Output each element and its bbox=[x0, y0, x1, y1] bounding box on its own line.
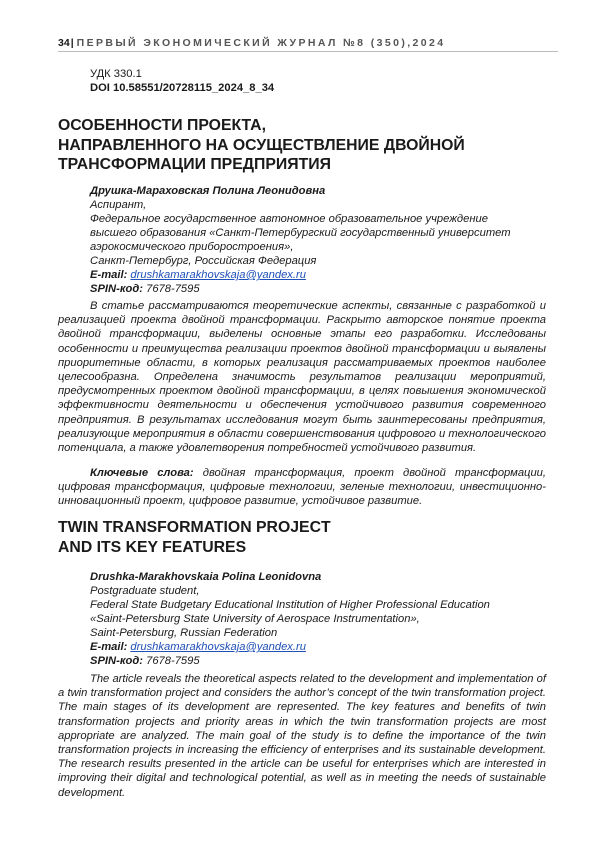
article-title-ru bbox=[58, 116, 558, 175]
author-position: Postgraduate student, bbox=[90, 585, 200, 597]
title-line: ОСОБЕННОСТИ ПРОЕКТА, bbox=[58, 117, 266, 134]
email-label: E-mail: bbox=[90, 641, 128, 653]
spin-label: SPIN-код: bbox=[90, 283, 143, 295]
title-line: TWIN TRANSFORMATION PROJECT bbox=[58, 519, 331, 536]
author-name: Друшка-Мараховская Полина Леонидовна bbox=[90, 185, 326, 197]
abstract-ru: В статье рассматриваются теоретические аспекты, связанные с разработкой и реализацией проекта двойной трансформации. Раскрыто авторское понятие проекта двойной трансформации, выделены основные этапы его разработки. Исследованы особенности и преимущества реализации проектов двойной трансформации и выявлены приоритетные области, в которых реализация рассматриваемых проектов наиболее целесообразна. Определена значимость результатов реализации мероприятий, предусмотренных проектом двойной трансформации, в целях повышения экономической эффективности деятельности и обеспечения устойчивого развития современного предприятия. В результатах исследования могут быть заинтересованы предприятия, реализующие мероприятия в области совершенствования цифрового и технологического потенциала, а также удовлетворения потребностей устойчивого развития. bbox=[58, 300, 546, 455]
abstract-en: The article reveals the theoretical aspects related to the development and implementation of a twin transformation project and considers the author’s concept of the twin transformation project. The main stages of its development are represented. The key features and benefits of twin transformation projects and priority areas in which the twin transformation projects are most appropriate are analyzed. The main goal of the study is to define the importance of the twin transformation projects in increasing the efficiency of enterprises and its sustainable development. The research results presented in the article can be useful for enterprises which are interested in improving their digital and technological potential, as well as in meeting the needs of sustainable development. bbox=[58, 673, 546, 799]
title-line: AND ITS KEY FEATURES bbox=[58, 538, 247, 556]
keywords-ru bbox=[58, 466, 546, 509]
keywords-text: двойная трансформация, проект двойной трансформации, цифровая трансформация, цифровые технологии, зеленые технологии, инвестиционно-инновационный проект, цифровое развитие, устойчивое развитие. bbox=[58, 467, 546, 508]
page-number: 34 bbox=[58, 37, 70, 49]
spin-line bbox=[90, 282, 552, 296]
udc-code: УДК 330.1 bbox=[90, 68, 142, 80]
spin-line bbox=[90, 654, 552, 668]
author-name: Drushka-Marakhovskaia Polina Leonidovna bbox=[90, 571, 322, 583]
author-city: Saint-Petersburg, Russian Federation bbox=[90, 627, 278, 639]
email-label: E-mail: bbox=[90, 269, 128, 281]
header-separator: | bbox=[70, 37, 74, 49]
title-line: ТРАНСФОРМАЦИИ ПРЕДПРИЯТИЯ bbox=[58, 156, 331, 173]
article-title-en bbox=[58, 518, 558, 557]
header-rule bbox=[58, 51, 558, 52]
affiliation-line: Федеральное государственное автономное образовательное учреждение bbox=[90, 213, 488, 225]
keywords-label: Ключевые слова: bbox=[90, 467, 194, 479]
affiliation-line: Federal State Budgetary Educational Institution of Higher Professional Education bbox=[90, 599, 490, 611]
spin-label: SPIN-код: bbox=[90, 655, 143, 667]
author-city: Санкт-Петербург, Российская Федерация bbox=[90, 255, 317, 267]
author-block-ru bbox=[90, 184, 552, 296]
affiliation-line: аэрокосмического приборостроения», bbox=[90, 241, 294, 253]
affiliation-line: высшего образования «Санкт-Петербургский государственный университет bbox=[90, 227, 511, 239]
email-link[interactable]: drushkamarakhovskaja@yandex.ru bbox=[130, 269, 306, 281]
email-line bbox=[90, 268, 552, 282]
email-link[interactable]: drushkamarakhovskaja@yandex.ru bbox=[130, 641, 306, 653]
title-line: НАПРАВЛЕННОГО НА ОСУЩЕСТВЛЕНИЕ ДВОЙНОЙ bbox=[58, 136, 465, 154]
author-position: Аспирант, bbox=[90, 199, 147, 211]
affiliation-line: «Saint-Petersburg State University of Aerospace Instrumentation», bbox=[90, 613, 420, 625]
author-block-en bbox=[90, 570, 552, 668]
journal-name: ПЕРВЫЙ ЭКОНОМИЧЕСКИЙ ЖУРНАЛ №8 (350),2024 bbox=[76, 37, 446, 49]
running-header bbox=[58, 37, 558, 49]
email-line bbox=[90, 640, 552, 654]
doi: DOI 10.58551/20728115_2024_8_34 bbox=[90, 82, 275, 94]
spin-code: 7678-7595 bbox=[146, 655, 200, 667]
spin-code: 7678-7595 bbox=[146, 283, 200, 295]
